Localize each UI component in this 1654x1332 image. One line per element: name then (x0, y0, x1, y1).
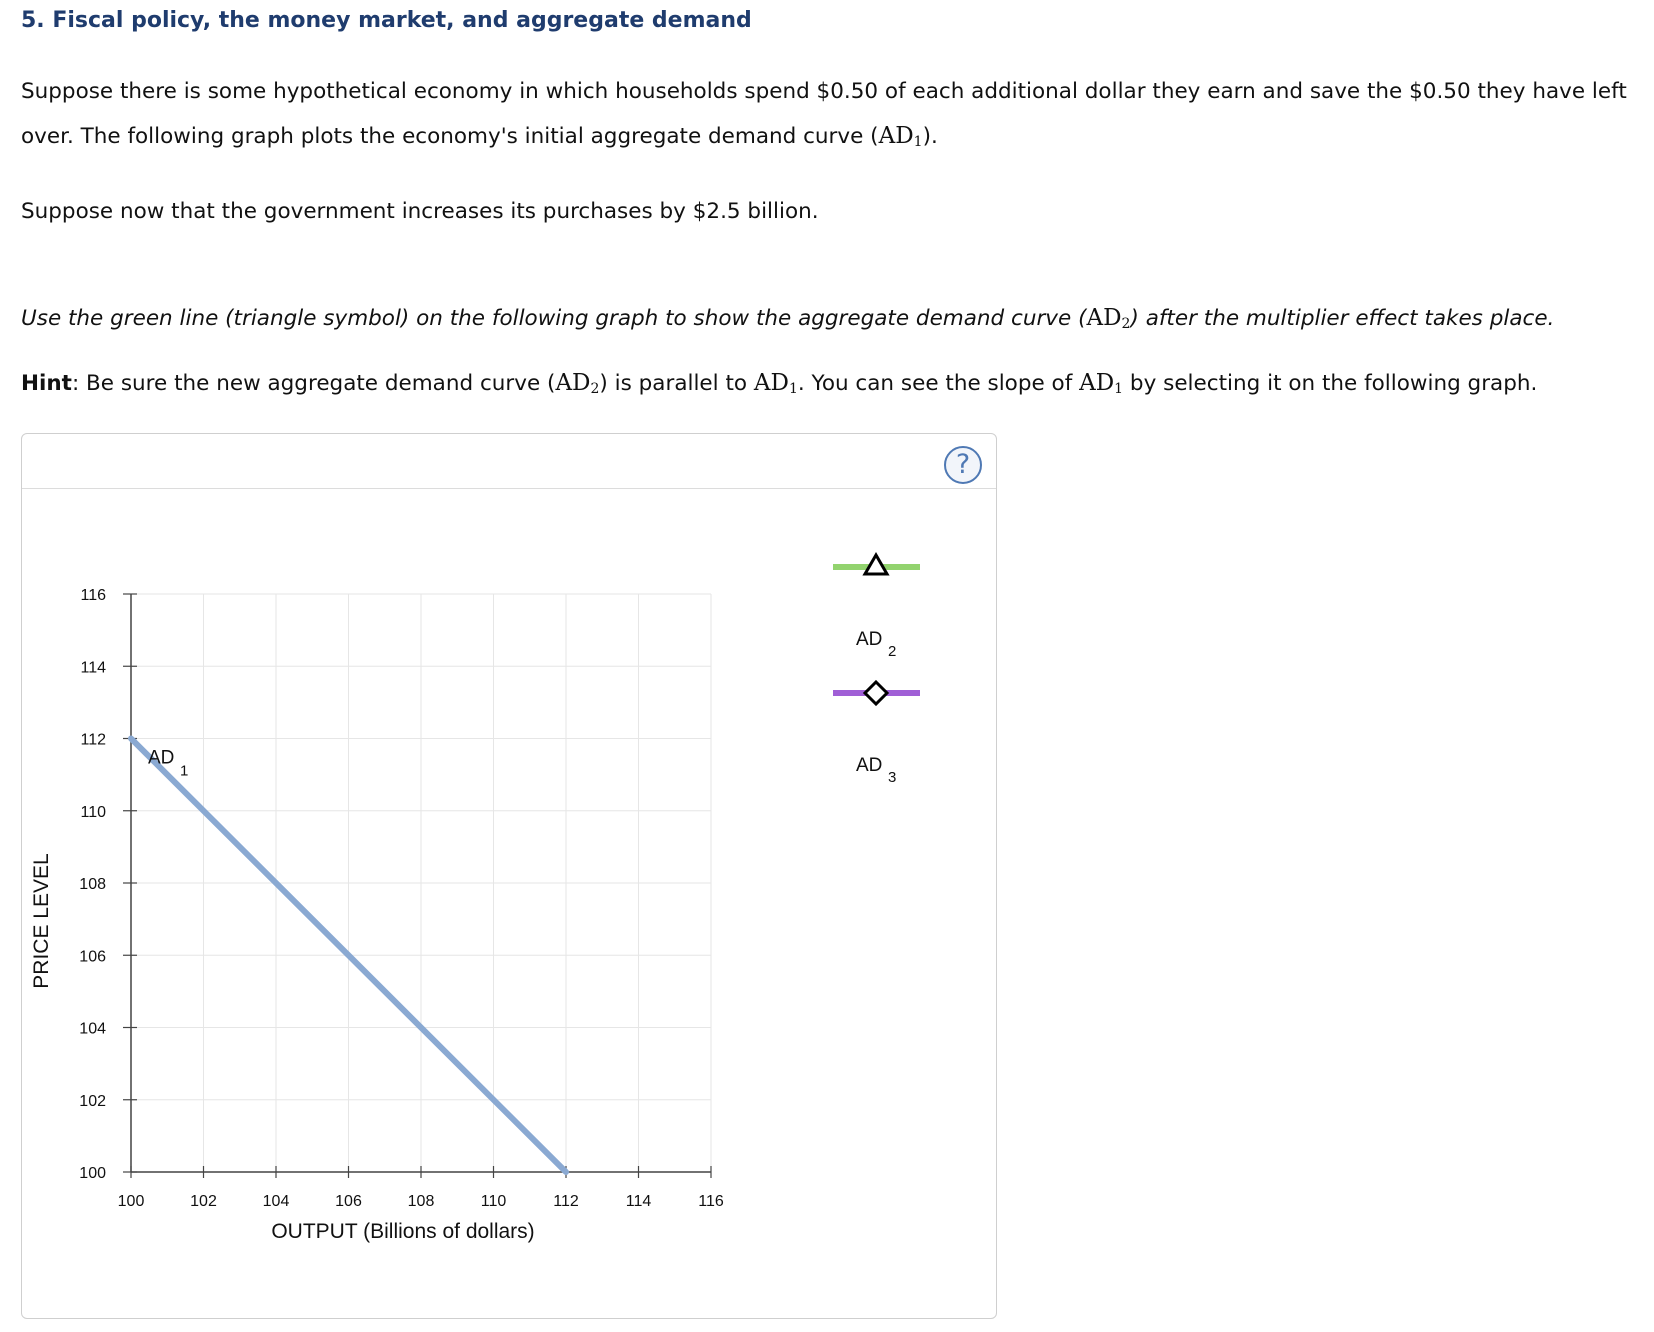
x-tick-label-106: 106 (335, 1193, 362, 1210)
y-tick-label-112: 112 (80, 731, 106, 749)
x-tick-label-116: 116 (698, 1193, 724, 1210)
y-tick-label-102: 102 (79, 1092, 106, 1110)
ad3-tool-label-sub: 3 (888, 769, 897, 786)
y-axis-label: PRICE LEVEL (30, 853, 53, 989)
help-button[interactable]: ? (944, 446, 982, 484)
y-tick-label-110: 110 (80, 803, 106, 821)
y-tick-label-106: 106 (79, 948, 106, 966)
instruction-curve: $AD_2$ (1086, 305, 1131, 332)
x-axis-label: OUTPUT (Billions of dollars) (271, 1220, 535, 1243)
y-tick-label-114: 114 (80, 659, 106, 677)
ad2-tool-label-sub: 2 (888, 643, 897, 660)
scenario-paragraph: Suppose now that the government increases its purchases by $2.5 billion. (21, 199, 819, 224)
intro-paragraph (21, 70, 1651, 164)
graph-panel (21, 433, 997, 1319)
hint-label: Hint (21, 371, 72, 396)
x-tick-label-100: 100 (117, 1193, 145, 1210)
ad1-label-sub: 1 (180, 762, 189, 780)
page-title: 5. Fiscal policy, the money market, and aggregate demand (21, 8, 752, 33)
y-tick-label-100: 100 (79, 1165, 106, 1182)
x-tick-label-102: 102 (190, 1193, 217, 1210)
diamond-icon[interactable] (865, 682, 887, 704)
x-tick-label-114: 114 (625, 1193, 652, 1210)
instruction-paragraph: Use the green line (triangle symbol) on the following graph to show the aggregate demand curve $(AD_2)$ after the multiplier effect takes place. (21, 305, 1555, 332)
y-tick-label-108: 108 (79, 876, 106, 893)
x-tick-label-108: 108 (407, 1193, 435, 1210)
x-tick-label-112: 112 (553, 1193, 579, 1210)
ad2-tool-label: AD (856, 629, 883, 650)
intro-curve: $AD_1$ (878, 123, 923, 150)
x-tick-label-110: 110 (480, 1193, 507, 1210)
ad1-label: AD (148, 747, 175, 769)
intro-text-end: ). (922, 124, 938, 149)
y-tick-label-116: 116 (80, 587, 106, 604)
y-tick-label-104: 104 (79, 1020, 106, 1038)
x-tick-label-104: 104 (262, 1193, 290, 1210)
intro-text: Suppose there is some hypothetical economy in which households spend $0.50 of each additional dollar they earn and save the $0.50 they have left over. The following graph plots the economy's initial aggregate demand curve ( (21, 79, 1627, 149)
panel-header (22, 434, 996, 489)
ad3-tool-label: AD (856, 755, 883, 776)
ad-graph[interactable] (22, 489, 994, 1317)
hint-paragraph: Hint: Be sure the new aggregate demand curve $(AD_2)$ is parallel to $AD_1$. You can see the slope of $AD_1$ by selecting it on the following graph. (21, 370, 1538, 397)
